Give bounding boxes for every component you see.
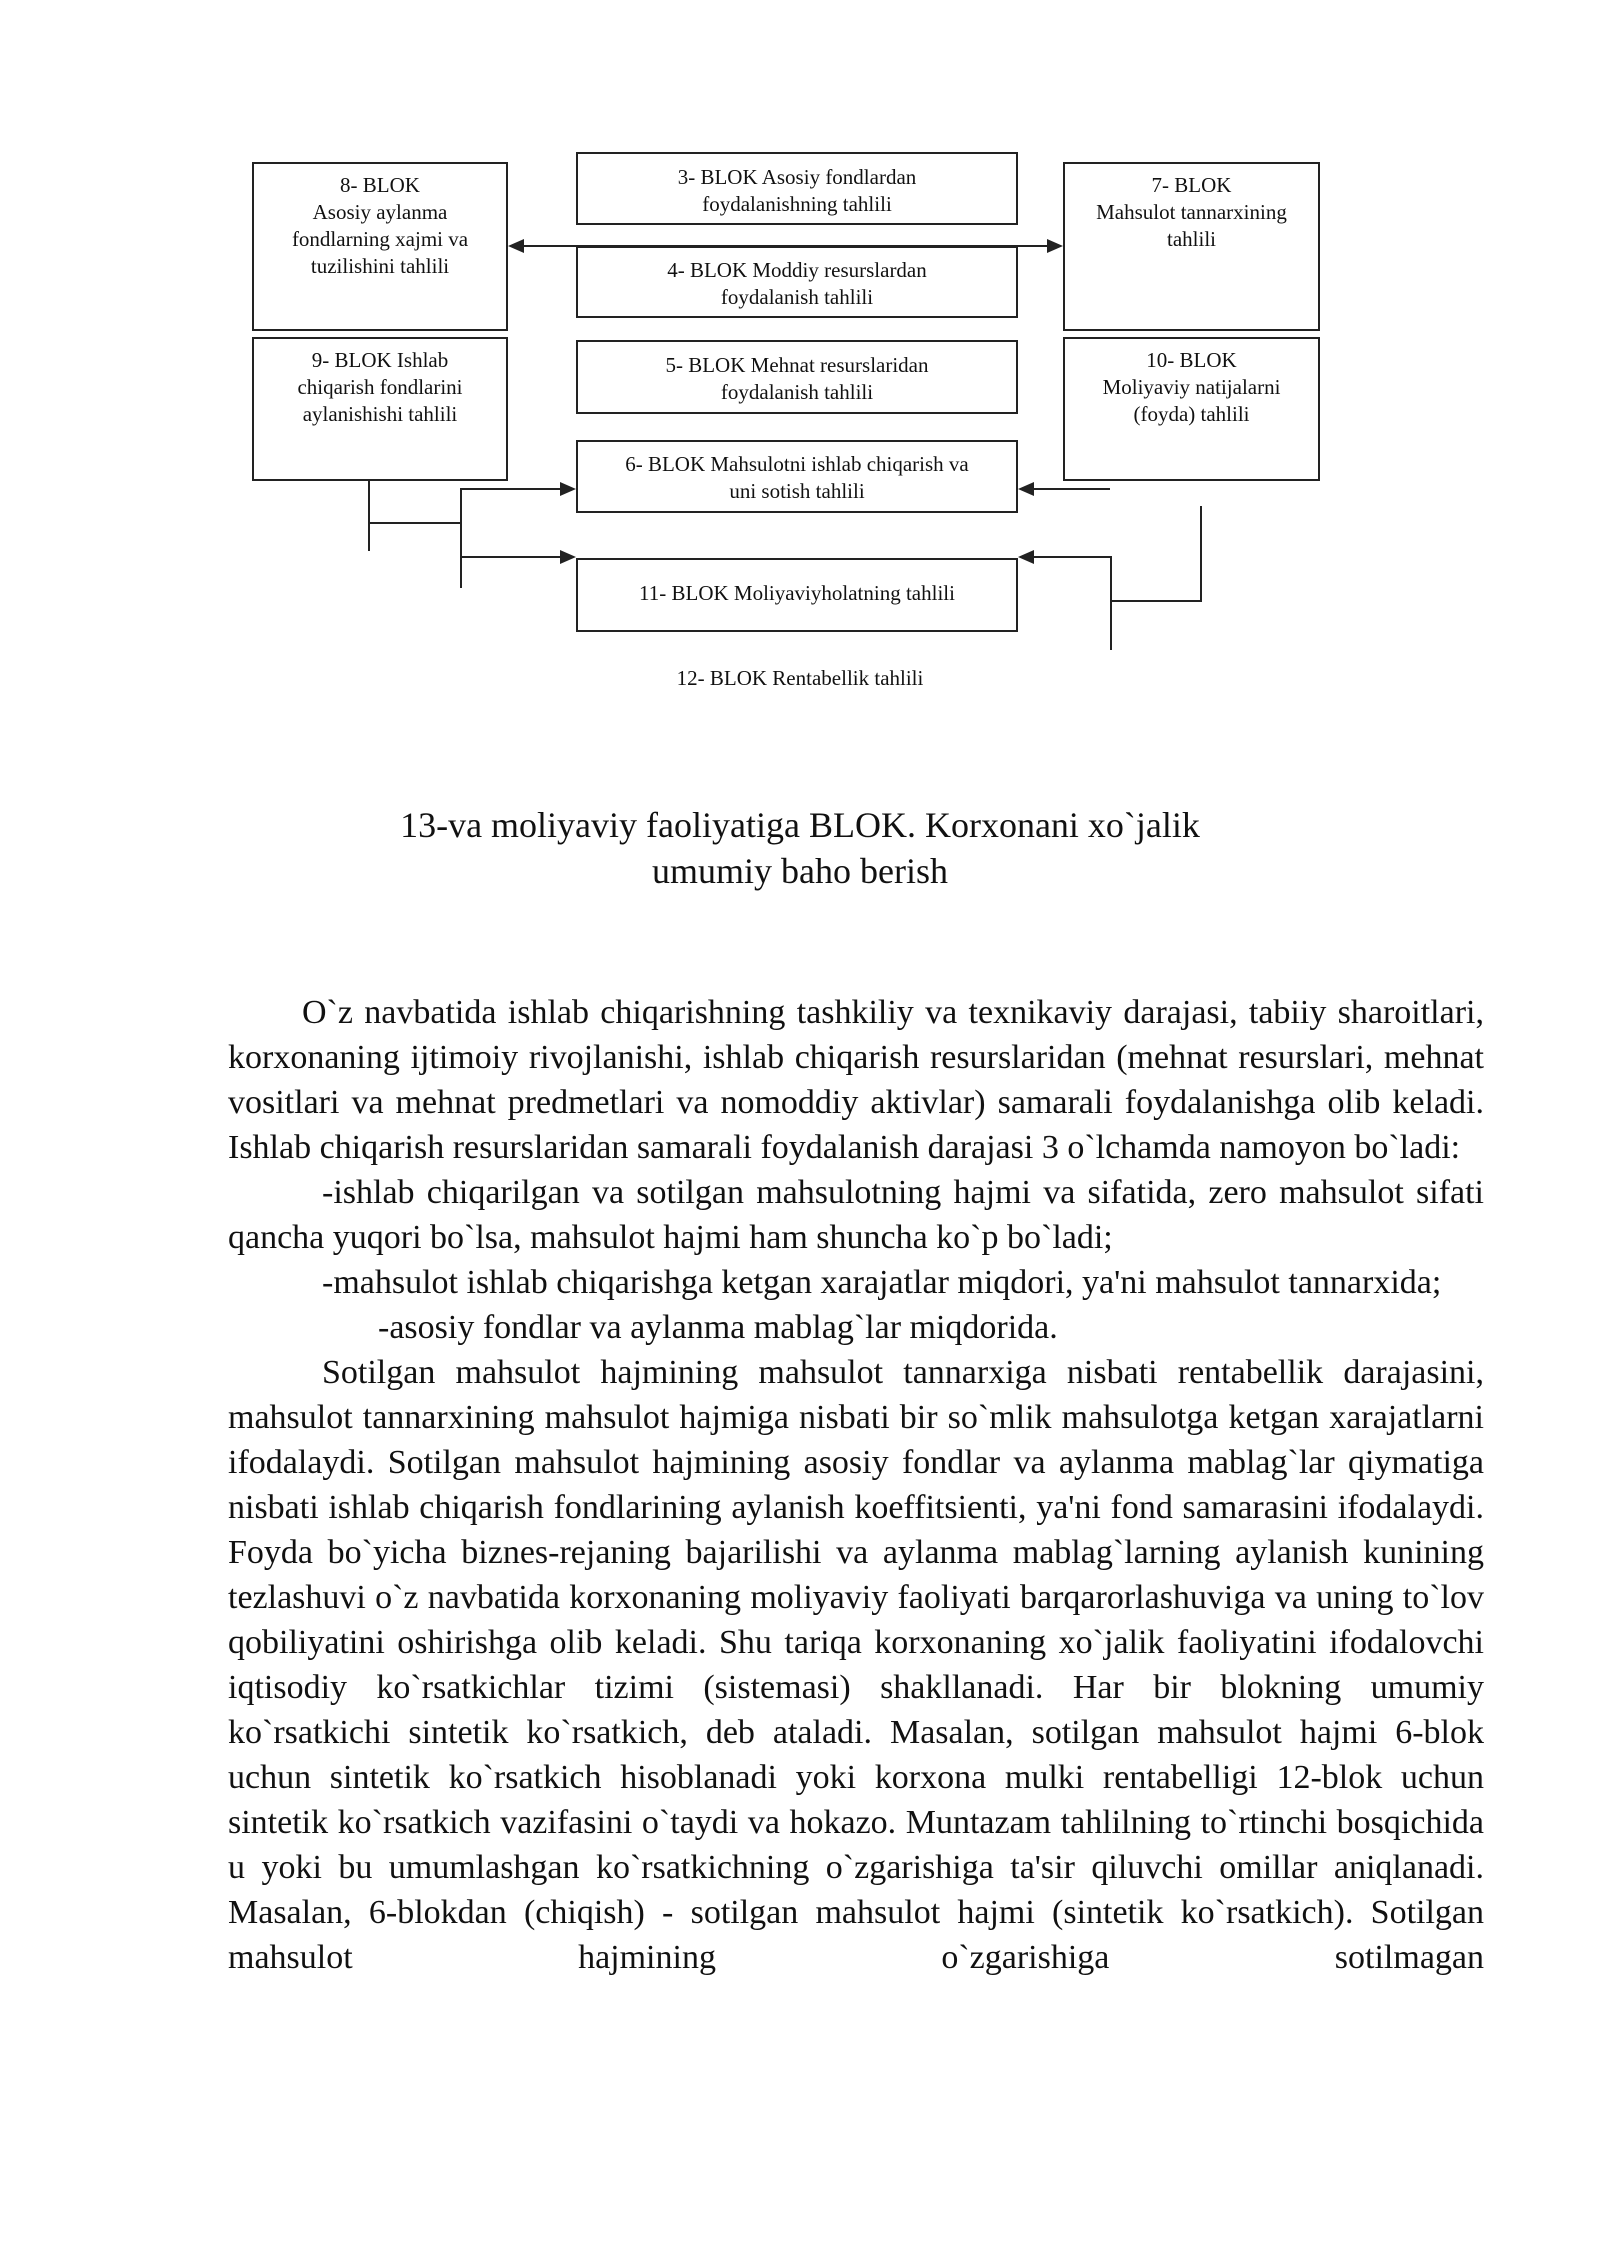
body-text: [228, 990, 1484, 1980]
block-4-line: foydalanish tahlili: [720, 285, 874, 309]
block-5-box: [576, 340, 1018, 414]
block-10-line: Moliyaviy natijalarni: [1102, 375, 1281, 399]
block-12-label: 12- BLOK Rentabellik tahlili: [676, 666, 924, 690]
arrow-head: [1047, 239, 1063, 253]
arrow-head: [560, 550, 576, 564]
connector-line: [368, 522, 460, 524]
paragraph: -asosiy fondlar va aylanma mablag`lar miqdorida.: [378, 1309, 1058, 1346]
diagram-caption: [300, 802, 1300, 894]
connector-line: [460, 488, 560, 490]
block-6-box: [576, 440, 1018, 513]
connector-line: [1110, 600, 1202, 602]
connector-line: [1200, 506, 1202, 602]
arrow-head: [508, 239, 524, 253]
block-10-line: 10- BLOK: [1146, 348, 1237, 372]
block-8-line: tuzilishini tahlili: [310, 254, 450, 278]
block-3-line: foydalanishning tahlili: [702, 192, 892, 216]
paragraph: Sotilgan mahsulot hajmining mahsulot tannarxiga nisbati rentabellik darajasini, mahsulot tannarxining mahsulot hajmiga nisbati bir so`mlik mahsulotga ketgan xarajatlarni ifodalaydi. Sotilgan mahsulot hajmining asosiy fondlar va aylanma mablag`lar qiymatiga nisbati ishlab chiqarish fondlarining aylanish koeffitsienti, ya'ni fond samarasini ifodalaydi. Foyda bo`yicha biznes-rejaning bajarilishi va aylanma mablag`larning aylanish kunining tezlashuvi o`z navbatida korxonaning moliyaviy faoliyati barqarorlashuviga va uning to`lov qobiliyatini oshirishga olib keladi. Shu tariqa korxonaning xo`jalik faoliyatini ifodalovchi iqtisodiy ko`rsatkichlar tizimi (sistemasi) shakllanadi. Har bir blokning umumiy ko`rsatkichi sintetik ko`rsatkich, deb ataladi. Masalan, sotilgan mahsulot hajmi 6-blok uchun sintetik ko`rsatkich hisoblanadi yoki korxona mulki rentabelligi 12-blok uchun sintetik ko`rsatkich vazifasini o`taydi va hokazo. Muntazam tahlilning to`rtinchi bosqichida u yoki bu umumlashgan ko`rsatkichning o`zgarishiga ta'sir qiluvchi omillar aniqlanadi. Masalan, 6-blokdan (chiqish) - sotilgan mahsulot hajmi (sintetik ko`rsatkich). Sotilgan mahsulot hajmining o`zgarishiga sotilmagan: [228, 1354, 1484, 1976]
block-8-box: [252, 162, 508, 331]
block-9-line: chiqarish fondlarini: [297, 375, 463, 399]
caption-line: 13-va moliyaviy faoliyatiga BLOK. Korxonani xo`jalik: [400, 805, 1200, 845]
block-10-box: [1063, 337, 1320, 481]
connector-line: [460, 556, 560, 558]
block-6-line: uni sotish tahlili: [729, 479, 865, 503]
block-7-line: Mahsulot tannarxining: [1096, 200, 1287, 224]
connector-line: [1034, 556, 1110, 558]
arrow-head: [1018, 482, 1034, 496]
connector-line: [368, 481, 370, 551]
block-6-line: 6- BLOK Mahsulotni ishlab chiqarish va: [625, 452, 969, 476]
arrow-head: [560, 482, 576, 496]
arrow-head: [1018, 550, 1034, 564]
connector-line: [1034, 488, 1110, 490]
block-10-line: (foyda) tahlili: [1133, 402, 1250, 426]
block-3-box: [576, 152, 1018, 225]
block-9-line: aylanishishi tahlili: [302, 402, 458, 426]
block-9-box: [252, 337, 508, 481]
block-8-line: 8- BLOK: [340, 173, 420, 197]
block-4-box: [576, 246, 1018, 318]
paragraph: O`z navbatida ishlab chiqarishning tashkiliy va texnikaviy darajasi, tabiiy sharoitlari, korxonaning ijtimoiy rivojlanishi, ishlab chiqarish resurslaridan (mehnat resurslari, mehnat vositlari va mehnat predmetlari va nomoddiy aktivlar) samarali foydalanishga olib keladi. Ishlab chiqarish resurslaridan samarali foydalanish darajasi 3 o`lchamda namoyon bo`ladi:: [228, 994, 1484, 1166]
block-5-line: 5- BLOK Mehnat resurslaridan: [665, 353, 929, 377]
connector-line: [460, 488, 462, 588]
block-8-line: Asosiy aylanma: [312, 200, 448, 224]
block-diagram: [0, 0, 1600, 720]
block-9-line: 9- BLOK Ishlab: [311, 348, 449, 372]
block-5-line: foydalanish tahlili: [720, 380, 874, 404]
paragraph: -ishlab chiqarilgan va sotilgan mahsulotning hajmi va sifatida, zero mahsulot sifati qancha yuqori bo`lsa, mahsulot hajmi ham shuncha ko`p bo`ladi;: [228, 1174, 1484, 1256]
block-11-box: [576, 558, 1018, 632]
block-7-line: 7- BLOK: [1151, 173, 1232, 197]
block-11-line: 11- BLOK Moliyaviyholatning tahlili: [639, 581, 955, 605]
paragraph: -mahsulot ishlab chiqarishga ketgan xarajatlar miqdori, ya'ni mahsulot tannarxida;: [322, 1264, 1442, 1301]
block-7-line: tahlili: [1167, 227, 1216, 251]
block-4-line: 4- BLOK Moddiy resurslardan: [667, 258, 927, 282]
block-3-line: 3- BLOK Asosiy fondlardan: [677, 165, 917, 189]
connector-line: [524, 245, 1054, 247]
block-8-line: fondlarning xajmi va: [291, 227, 469, 251]
caption-line: umumiy baho berish: [652, 851, 948, 891]
block-7-box: [1063, 162, 1320, 331]
connector-line: [1110, 556, 1112, 650]
